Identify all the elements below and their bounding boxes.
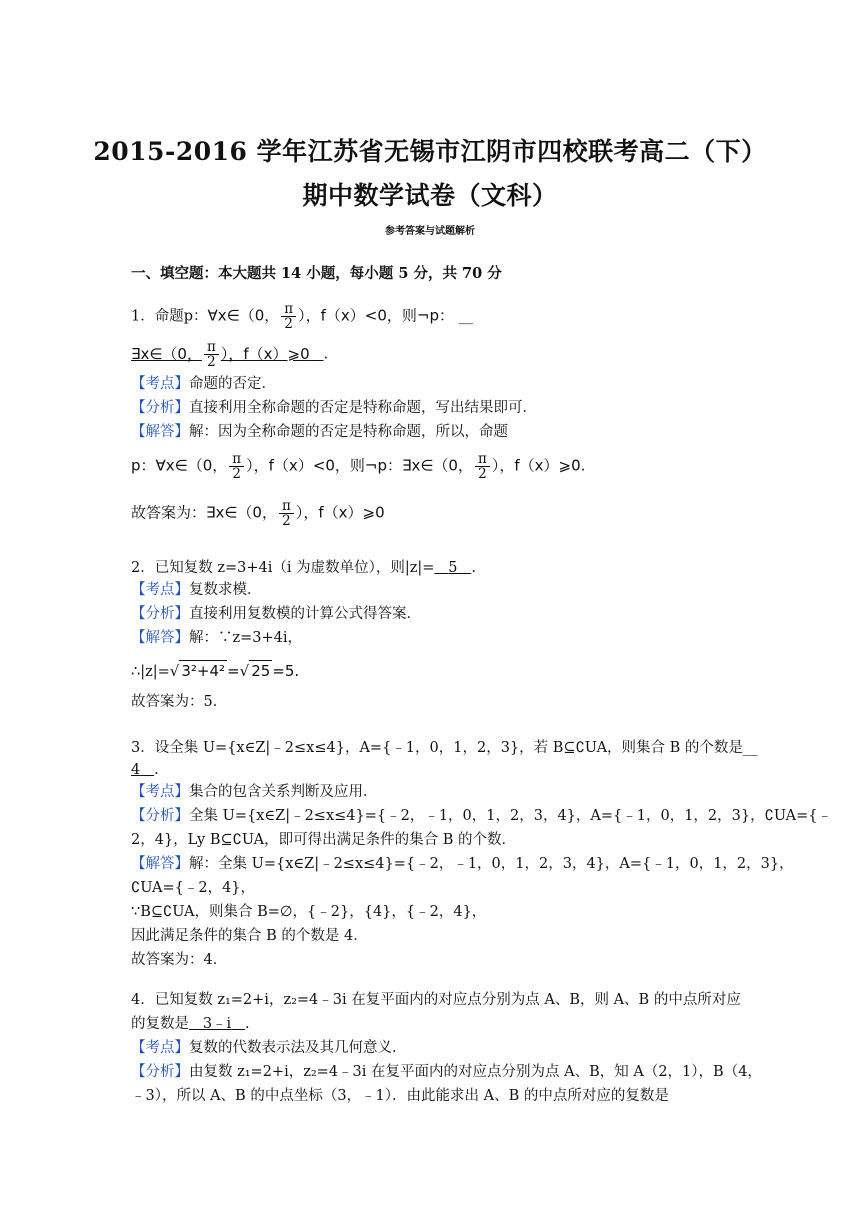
q3-stem: 3．设全集 U={x∈Z|﹣2≤x≤4}，A={﹣1，0，1，2，3}，若 B⊆∁UA，则集合 B 的个数是__ bbox=[131, 740, 758, 756]
q3-jieda-line4: 因此满足条件的集合 B 的个数是 4． bbox=[131, 928, 368, 944]
pi-over-2-fraction: $\frac{\pi}{2}$ bbox=[281, 302, 296, 331]
q1-fenxi: 【分析】直接利用全称命题的否定是特称命题，写出结果即可． bbox=[131, 400, 537, 416]
q1-final: 故答案为：∃x∈（0， $\frac{\pi}{2}$ ），f（x）⩾0 bbox=[131, 498, 385, 529]
q2-kaodian: 【考点】复数求模． bbox=[131, 582, 262, 598]
q3-jieda-line2: ∁UA={﹣2，4}， bbox=[131, 880, 256, 896]
pi-over-2-fraction: $\frac{\pi}{2}$ bbox=[229, 452, 244, 481]
pi-over-2-fraction: $\frac{\pi}{2}$ bbox=[279, 499, 294, 528]
q2-answer: 5 bbox=[448, 560, 458, 576]
q3-fenxi: 【分析】全集 U={x∈Z|﹣2≤x≤4}={﹣2，﹣1，0，1，2，3，4}，A={﹣1，0，1，2，3}，∁UA={﹣ bbox=[131, 808, 832, 824]
q1-answer: ∃x∈（0， $\frac{\pi}{2}$ ），f（x）⩾0 . bbox=[131, 339, 329, 370]
q1-jieda-line2: p：∀x∈（0， $\frac{\pi}{2}$ ），f（x）<0，则¬p：∃x∈（0， $\frac{\pi}{2}$ ），f（x）⩾0. bbox=[131, 451, 586, 482]
q3-final: 故答案为：4． bbox=[131, 952, 228, 968]
pi-over-2-fraction: $\frac{\pi}{2}$ bbox=[475, 452, 490, 481]
page-subtitle: 参考答案与试题解析 bbox=[385, 226, 475, 237]
q2-final: 故答案为：5． bbox=[131, 694, 228, 710]
q3-answer: 4 . bbox=[131, 762, 159, 778]
page-title-line1: 2015-2016 学年江苏省无锡市江阴市四校联考高二（下） bbox=[93, 137, 767, 166]
q1-stmt-b: ），f（x）<0，则¬p： bbox=[298, 306, 455, 325]
q4-stem-line2: 的复数是 3﹣i . bbox=[131, 1016, 250, 1032]
q1-kaodian: 【考点】命题的否定． bbox=[131, 376, 276, 392]
q2-fenxi: 【分析】直接利用复数模的计算公式得答案． bbox=[131, 606, 421, 622]
q3-fenxi-line2: 2，4}，Ly B⊆∁UA，即可得出满足条件的集合 B 的个数． bbox=[131, 832, 516, 848]
q4-fenxi-line2: ﹣3），所以 A、B 的中点坐标（3，﹣1）．由此能求出 A、B 的中点所对应的复数是 bbox=[131, 1088, 669, 1104]
q3-kaodian: 【考点】集合的包含关系判断及应用． bbox=[131, 784, 378, 800]
q1-stem: 1．命题p：∀x∈（0， $\frac{\pi}{2}$ ），f（x）<0，则¬p： __ bbox=[131, 301, 474, 332]
section-heading: 一、填空题：本大题共 14 小题，每小题 5 分，共 70 分 bbox=[131, 265, 502, 282]
q2-step: ∴|z|=√ 3²+4² =√ 25 =5. bbox=[131, 662, 300, 680]
pi-over-2-fraction: $\frac{\pi}{2}$ bbox=[204, 340, 219, 369]
q1-prefix: 1．命题p： bbox=[131, 308, 208, 325]
q2-stem: 2．已知复数 z=3+4i（i 为虚数单位），则|z|= 5 . bbox=[131, 560, 476, 576]
q4-fenxi: 【分析】由复数 z₁=2+i，z₂=4﹣3i 在复平面内的对应点分别为点 A、B，知 A（2，1），B（4， bbox=[131, 1064, 762, 1080]
q3-jieda: 【解答】解：全集 U={x∈Z|﹣2≤x≤4}={﹣2，﹣1，0，1，2，3，4}，A={﹣1，0，1，2，3}， bbox=[131, 856, 794, 872]
q3-jieda-line3: ∵B⊆∁UA，则集合 B=∅，{﹣2}，{4}，{﹣2，4}， bbox=[131, 904, 487, 920]
q4-answer: 3﹣i bbox=[202, 1016, 232, 1032]
q1-jieda: 【解答】解：因为全称命题的否定是特称命题，所以，命题 bbox=[131, 424, 508, 440]
page-title-line2: 期中数学试卷（文科） bbox=[302, 181, 558, 210]
q4-stem: 4．已知复数 z₁=2+i，z₂=4﹣3i 在复平面内的对应点分别为点 A、B，则 A、B 的中点所对应 bbox=[131, 992, 741, 1008]
q4-kaodian: 【考点】复数的代数表示法及其几何意义． bbox=[131, 1040, 407, 1056]
q2-jieda: 【解答】解：∵z=3+4i， bbox=[131, 630, 303, 646]
q1-stmt-a: ∀x∈（0， bbox=[207, 306, 280, 325]
